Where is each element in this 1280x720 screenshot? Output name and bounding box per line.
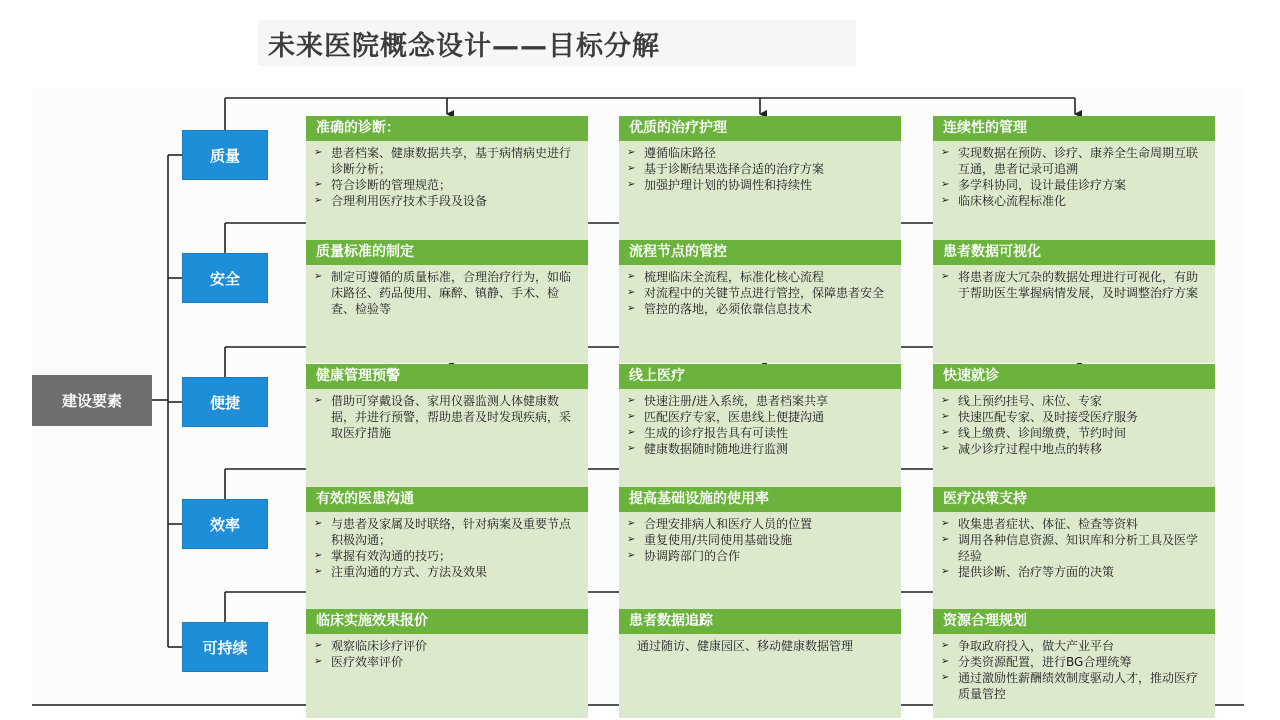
goal-card-body — [619, 389, 901, 488]
goal-list-item: ➢ 患者档案、健康数据共享，基于病情病史进行诊断分析； — [314, 145, 582, 177]
goal-card — [619, 240, 901, 363]
goal-list — [627, 145, 895, 193]
goal-list — [627, 393, 895, 457]
goal-list-item: ➢ 管控的落地，必须依靠信息技术 — [627, 301, 895, 317]
goal-text: 通过随访、健康园区、移动健康数据管理 — [637, 639, 854, 653]
goal-list-item: ➢ 加强护理计划的协调性和持续性 — [627, 177, 895, 193]
goal-list-item: ➢ 减少诊疗过程中地点的转移 — [941, 441, 1209, 457]
goal-card-title: 资源合理规划 — [933, 609, 1215, 634]
goal-list-item: ➢ 符合诊断的管理规范； — [314, 177, 582, 193]
goal-list-item: ➢ 生成的诊疗报告具有可读性 — [627, 425, 895, 441]
goal-card — [619, 364, 901, 488]
goal-card-title: 优质的治疗护理 — [619, 116, 901, 141]
goal-card-body — [306, 141, 588, 240]
category-node: 可持续 — [182, 622, 268, 672]
goal-list — [941, 516, 1209, 580]
category-node: 便捷 — [182, 377, 268, 427]
goal-card-title: 健康管理预警 — [306, 364, 588, 389]
goal-card — [306, 609, 588, 718]
goal-list-item: ➢ 提供诊断、治疗等方面的决策 — [941, 564, 1209, 580]
goal-card-title: 线上医疗 — [619, 364, 901, 389]
goal-list-item: ➢ 遵循临床路径 — [627, 145, 895, 161]
goal-card-body — [306, 512, 588, 610]
goal-card-body — [933, 141, 1215, 240]
goal-list-item: ➢ 梳理临床全流程，标准化核心流程 — [627, 269, 895, 285]
goal-card-body — [933, 512, 1215, 610]
goal-card-body — [306, 634, 588, 718]
goal-card-body — [619, 512, 901, 610]
goal-list — [941, 269, 1209, 301]
goal-list-item: ➢ 收集患者症状、体征、检查等资料 — [941, 516, 1209, 532]
goal-list — [314, 393, 582, 441]
goal-list-item: ➢ 通过激励性薪酬绩效制度驱动人才，推动医疗质量管控 — [941, 670, 1209, 702]
goal-card-body — [933, 634, 1215, 718]
goal-card-body — [306, 389, 588, 488]
goal-list-item: ➢ 调用各种信息资源、知识库和分析工具及医学经验 — [941, 532, 1209, 564]
goal-card-title: 有效的医患沟通 — [306, 487, 588, 512]
goal-card-title: 质量标准的制定 — [306, 240, 588, 265]
goal-list-item: ➢ 合理利用医疗技术手段及设备 — [314, 193, 582, 209]
goal-list — [941, 145, 1209, 209]
goal-list — [941, 638, 1209, 702]
goal-list-item: ➢ 分类资源配置，进行BG合理统筹 — [941, 654, 1209, 670]
goal-card-body — [306, 265, 588, 363]
category-node: 效率 — [182, 499, 268, 549]
goal-list-item: ➢ 医疗效率评价 — [314, 654, 582, 670]
goal-card-title: 准确的诊断： — [306, 116, 588, 141]
goal-list-item: ➢ 快速注册/进入系统，患者档案共享 — [627, 393, 895, 409]
goal-list — [314, 269, 582, 317]
goal-list — [314, 638, 582, 670]
goal-card — [933, 487, 1215, 610]
goal-card-title: 连续性的管理 — [933, 116, 1215, 141]
goal-list-item: ➢ 合理安排病人和医疗人员的位置 — [627, 516, 895, 532]
goal-list-item: ➢ 线上缴费、诊间缴费，节约时间 — [941, 425, 1209, 441]
goal-card-title: 提高基础设施的使用率 — [619, 487, 901, 512]
goal-list-item: ➢ 制定可遵循的质量标准，合理治疗行为，如临床路径、药品使用、麻醉、镇静、手术、检查、检验等 — [314, 269, 582, 317]
page-title: 未来医院概念设计——目标分解 — [268, 31, 660, 62]
goal-card-body — [619, 265, 901, 363]
goal-list — [314, 145, 582, 209]
goal-card — [619, 487, 901, 610]
goal-card-body — [619, 634, 901, 718]
category-node: 安全 — [182, 253, 268, 303]
goal-card — [933, 240, 1215, 363]
goal-list-item: ➢ 匹配医疗专家，医患线上便捷沟通 — [627, 409, 895, 425]
goal-card — [933, 609, 1215, 718]
goal-card — [306, 487, 588, 610]
goal-list — [314, 516, 582, 580]
goal-list-item: ➢ 重复使用/共同使用基础设施 — [627, 532, 895, 548]
goal-card — [306, 116, 588, 240]
goal-list-item: ➢ 快速匹配专家、及时接受医疗服务 — [941, 409, 1209, 425]
goal-list — [627, 269, 895, 317]
goal-card — [306, 364, 588, 488]
goal-card-body — [933, 265, 1215, 363]
goal-card-title: 患者数据可视化 — [933, 240, 1215, 265]
goal-list — [941, 393, 1209, 457]
goal-list-item: ➢ 借助可穿戴设备、家用仪器监测人体健康数据，并进行预警，帮助患者及时发现疾病，采取医疗措施 — [314, 393, 582, 441]
root-node: 建设要素 — [32, 375, 152, 426]
goal-card — [619, 609, 901, 718]
goal-list-item: ➢ 实现数据在预防、诊疗、康养全生命周期互联互通，患者记录可追溯 — [941, 145, 1209, 177]
goal-list-item: ➢ 健康数据随时随地进行监测 — [627, 441, 895, 457]
category-node: 质量 — [182, 130, 268, 180]
goal-card-title: 流程节点的管控 — [619, 240, 901, 265]
goal-list-item: ➢ 协调跨部门的合作 — [627, 548, 895, 564]
goal-card — [619, 116, 901, 240]
goal-card-title: 患者数据追踪 — [619, 609, 901, 634]
goal-list-item: ➢ 争取政府投入，做大产业平台 — [941, 638, 1209, 654]
goal-card — [933, 116, 1215, 240]
goal-card-title: 临床实施效果报价 — [306, 609, 588, 634]
goal-card-title: 医疗决策支持 — [933, 487, 1215, 512]
goal-list-item: ➢ 临床核心流程标准化 — [941, 193, 1209, 209]
goal-list-item: ➢ 基于诊断结果选择合适的治疗方案 — [627, 161, 895, 177]
goal-list-item: ➢ 线上预约挂号、床位、专家 — [941, 393, 1209, 409]
goal-list — [627, 516, 895, 564]
goal-list-item: ➢ 注重沟通的方式、方法及效果 — [314, 564, 582, 580]
goal-list-item: ➢ 对流程中的关键节点进行管控，保障患者安全 — [627, 285, 895, 301]
goal-list-item: ➢ 多学科协同，设计最佳诊疗方案 — [941, 177, 1209, 193]
goal-card — [306, 240, 588, 363]
goal-list-item: ➢ 将患者庞大冗杂的数据处理进行可视化，有助于帮助医生掌握病情发展，及时调整治疗方案 — [941, 269, 1209, 301]
goal-card-title: 快速就诊 — [933, 364, 1215, 389]
goal-list-item: ➢ 与患者及家属及时联络，针对病案及重要节点积极沟通； — [314, 516, 582, 548]
goal-card-body — [619, 141, 901, 240]
goal-list-item: ➢ 观察临床诊疗评价 — [314, 638, 582, 654]
goal-card-body — [933, 389, 1215, 488]
goal-card — [933, 364, 1215, 488]
goal-list-item: ➢ 掌握有效沟通的技巧； — [314, 548, 582, 564]
